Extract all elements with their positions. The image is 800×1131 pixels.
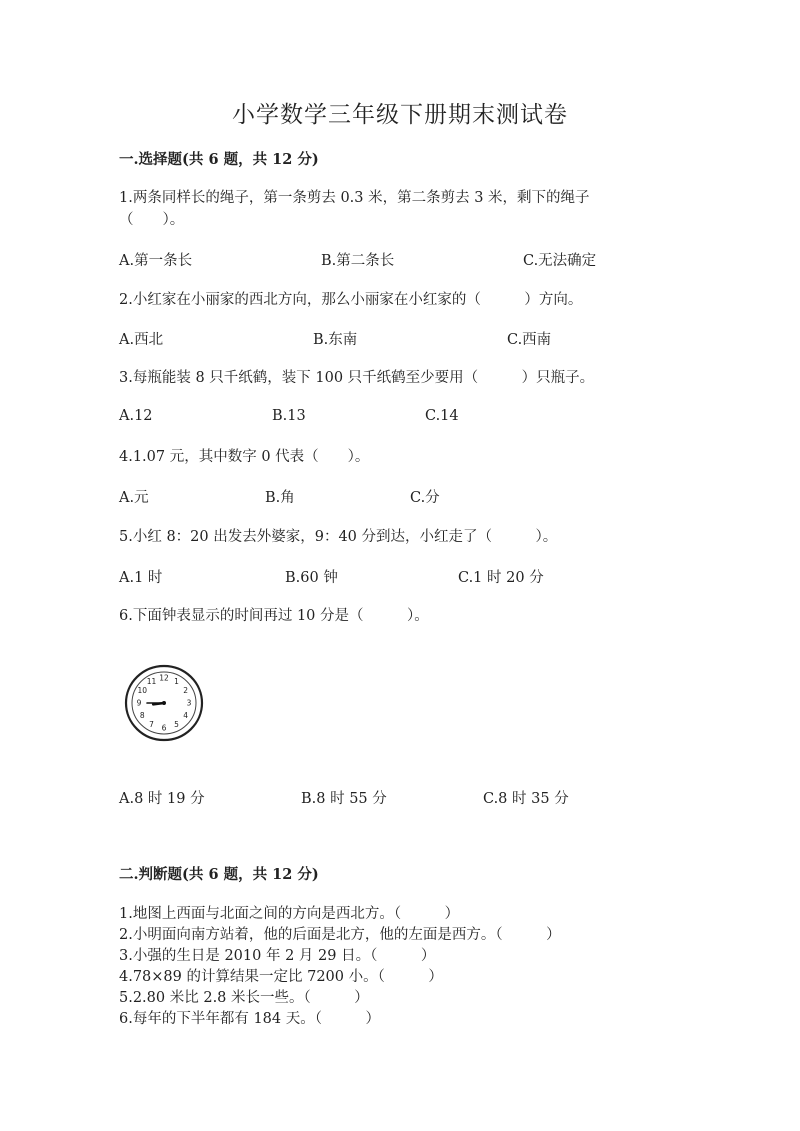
- question-2: 2.小红家在小丽家的西北方向，那么小丽家在小红家的（ ）方向。: [119, 292, 583, 308]
- option-c: C.8 时 35 分: [483, 791, 569, 807]
- clock-numeral: 7: [149, 720, 154, 730]
- clock-numeral: 2: [183, 686, 189, 695]
- question-text: 1.两条同样长的绳子，第一条剪去 0.3 米，第二条剪去 3 米，剩下的绳子: [119, 190, 590, 206]
- section-heading-judgment: 二.判断题(共 6 题，共 12 分): [119, 866, 319, 883]
- clock-numeral: 3: [186, 698, 192, 708]
- question-text-cont: （ ）。: [119, 212, 185, 228]
- clock-numeral: 12: [159, 673, 169, 683]
- judgment-item-2: 2.小明面向南方站着，他的后面是北方，他的左面是西方。（ ）: [119, 927, 561, 943]
- option-a: A.第一条长: [119, 253, 193, 269]
- clock-numeral: 11: [146, 676, 157, 686]
- section-heading-choice: 一.选择题(共 6 题，共 12 分): [119, 151, 319, 168]
- clock-numeral: 6: [161, 723, 167, 733]
- option-b: B.第二条长: [321, 253, 395, 269]
- question-6: 6.下面钟表显示的时间再过 10 分是（ ）。: [119, 608, 429, 624]
- option-a: A.1 时: [119, 570, 163, 586]
- clock-center: [162, 701, 166, 705]
- page-title: 小学数学三年级下册期末测试卷: [232, 102, 568, 128]
- option-b: B.8 时 55 分: [301, 791, 387, 807]
- option-c: C.西南: [507, 332, 552, 348]
- question-3: 3.每瓶能装 8 只千纸鹤，装下 100 只千纸鹤至少要用（ ）只瓶子。: [119, 370, 595, 386]
- judgment-item-3: 3.小强的生日是 2010 年 2 月 29 日。（ ）: [119, 948, 436, 964]
- option-a: A.元: [119, 490, 149, 506]
- judgment-item-5: 5.2.80 米比 2.8 米长一些。（ ）: [119, 990, 369, 1006]
- option-b: B.60 钟: [285, 570, 338, 586]
- question-5: 5.小红 8：20 出发去外婆家，9：40 分到达，小红走了（ ）。: [119, 529, 558, 545]
- option-c: C.分: [410, 490, 440, 506]
- clock-numeral: 1: [174, 676, 179, 686]
- judgment-item-4: 4.78×89 的计算结果一定比 7200 小。（ ）: [119, 969, 443, 985]
- clock-numeral: 4: [183, 711, 189, 720]
- clock-numeral: 9: [136, 698, 142, 708]
- option-a: A.8 时 19 分: [119, 791, 205, 807]
- clock-numeral: 5: [174, 720, 179, 730]
- option-c: C.1 时 20 分: [458, 570, 544, 586]
- option-b: B.角: [265, 490, 295, 506]
- option-c: C.14: [425, 408, 459, 424]
- option-a: A.西北: [119, 332, 164, 348]
- option-c: C.无法确定: [523, 253, 597, 269]
- clock-figure: [124, 664, 204, 742]
- option-b: B.13: [272, 408, 306, 424]
- clock-numeral: 10: [137, 686, 148, 695]
- judgment-item-1: 1.地图上西面与北面之间的方向是西北方。（ ）: [119, 906, 460, 922]
- question-1: [119, 187, 679, 231]
- judgment-item-6: 6.每年的下半年都有 184 天。（ ）: [119, 1011, 380, 1027]
- clock-numeral: 8: [139, 711, 145, 720]
- option-b: B.东南: [313, 332, 358, 348]
- question-4: 4.1.07 元，其中数字 0 代表（ ）。: [119, 449, 370, 465]
- option-a: A.12: [119, 408, 153, 424]
